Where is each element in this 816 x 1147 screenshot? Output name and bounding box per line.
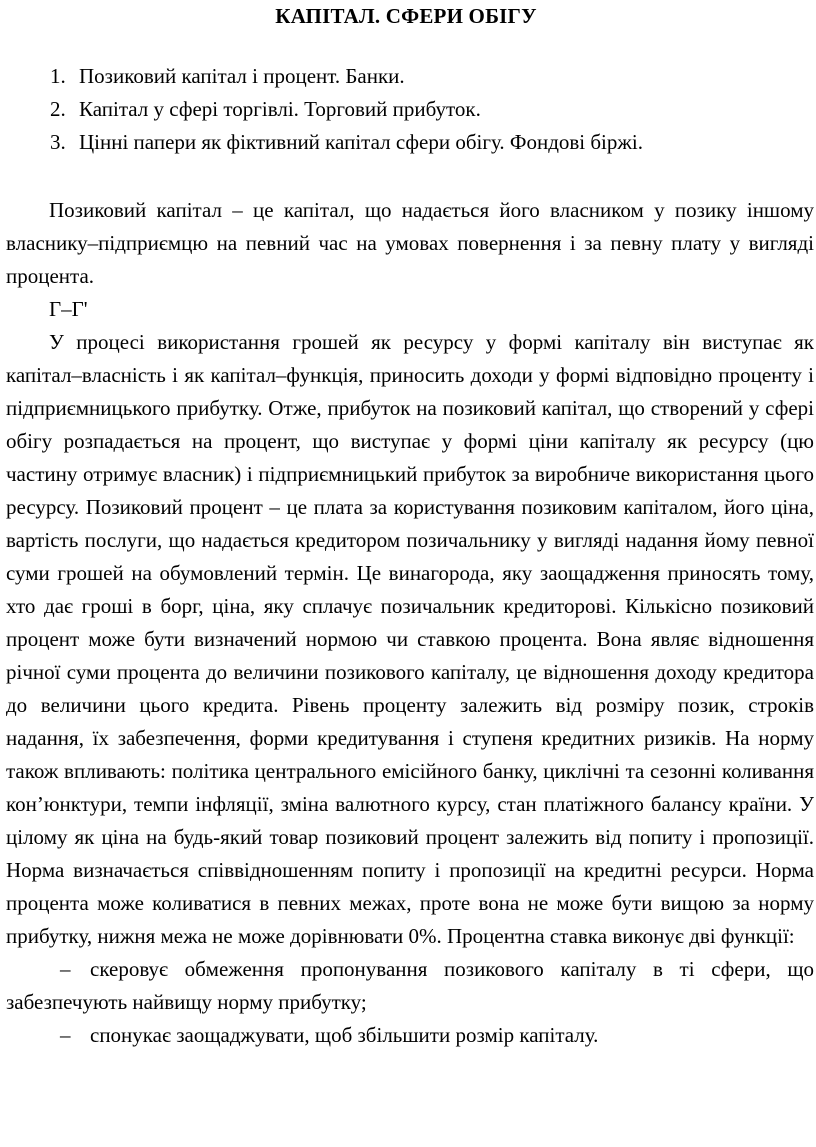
topic-text: Позиковий капітал і процент. Банки. <box>79 64 405 88</box>
topic-item <box>6 93 806 126</box>
bullet-item <box>6 953 814 1019</box>
topic-number: 2. <box>50 97 66 121</box>
bullet-dash: – <box>60 957 71 981</box>
formula-line: Г–Г' <box>49 297 88 321</box>
document-body <box>6 194 814 1052</box>
bullet-item <box>6 1019 814 1052</box>
topic-text: Цінні папери як фіктивний капітал сфери обігу. Фондові біржі. <box>79 130 643 154</box>
bullet-dash: – <box>60 1023 71 1047</box>
topic-item <box>6 60 806 93</box>
bullet-text: скеровує обмеження пропонування позикового капіталу в ті сфери, що забезпечують найвищу норму прибутку; <box>6 957 814 1014</box>
definition-paragraph: Позиковий капітал – це капітал, що надається його власником у позику іншому власнику–підприємцю на певний час на умовах повернення і за певну плату у вигляді процента. <box>6 198 814 288</box>
topic-number: 1. <box>50 64 66 88</box>
topic-list <box>6 60 806 159</box>
document-title: КАПІТАЛ. СФЕРИ ОБІГУ <box>275 4 537 28</box>
topic-number: 3. <box>50 130 66 154</box>
topic-text: Капітал у сфері торгівлі. Торговий прибуток. <box>79 97 481 121</box>
topic-item <box>6 126 806 159</box>
main-paragraph: У процесі використання грошей як ресурсу у формі капіталу він виступає як капітал–власність і як капітал–функція, приносить доходи у формі відповідно проценту і підприємницького прибутку. Отже, прибуток на позиковий капітал, що створений у сфері обігу розпадається на процент, що виступає у формі ціни капіталу як ресурсу (цю частину отримує власник) і підприємницький прибуток за виробниче використання цього ресурсу. Позиковий процент – це плата за користування позиковим капіталом, його ціна, вартість послуги, що надається кредитором позичальнику у вигляді надання йому певної суми грошей на обумовлений термін. Це винагорода, яку заощадження приносять тому, хто дає гроші в борг, ціна, яку сплачує позичальник кредиторові. Кількісно позиковий процент може бути визначений нормою чи ставкою процента. Вона являє відношення річної суми процента до величини позикового капіталу, це відношення доходу кредитора до величини цього кредита. Рівень проценту залежить від розміру позик, строків надання, їх забезпечення, форми кредитування і ступеня кредитних ризиків. На норму також впливають: політика центрального емісійного банку, циклічні та сезонні коливання кон’юнктури, темпи інфляції, зміна валютного курсу, стан платіжного балансу країни. У цілому як ціна на будь-який товар позиковий процент залежить від попиту і пропозиції. Норма визначається співвідношенням попиту і пропозиції на кредитні ресурси. Норма процента може коливатися в певних межах, проте вона не може бути вищою за норму прибутку, нижня межа не може дорівнювати 0%. Процентна ставка виконує дві функції: <box>6 330 814 948</box>
bullet-text: спонукає заощаджувати, щоб збільшити розмір капіталу. <box>90 1023 599 1047</box>
